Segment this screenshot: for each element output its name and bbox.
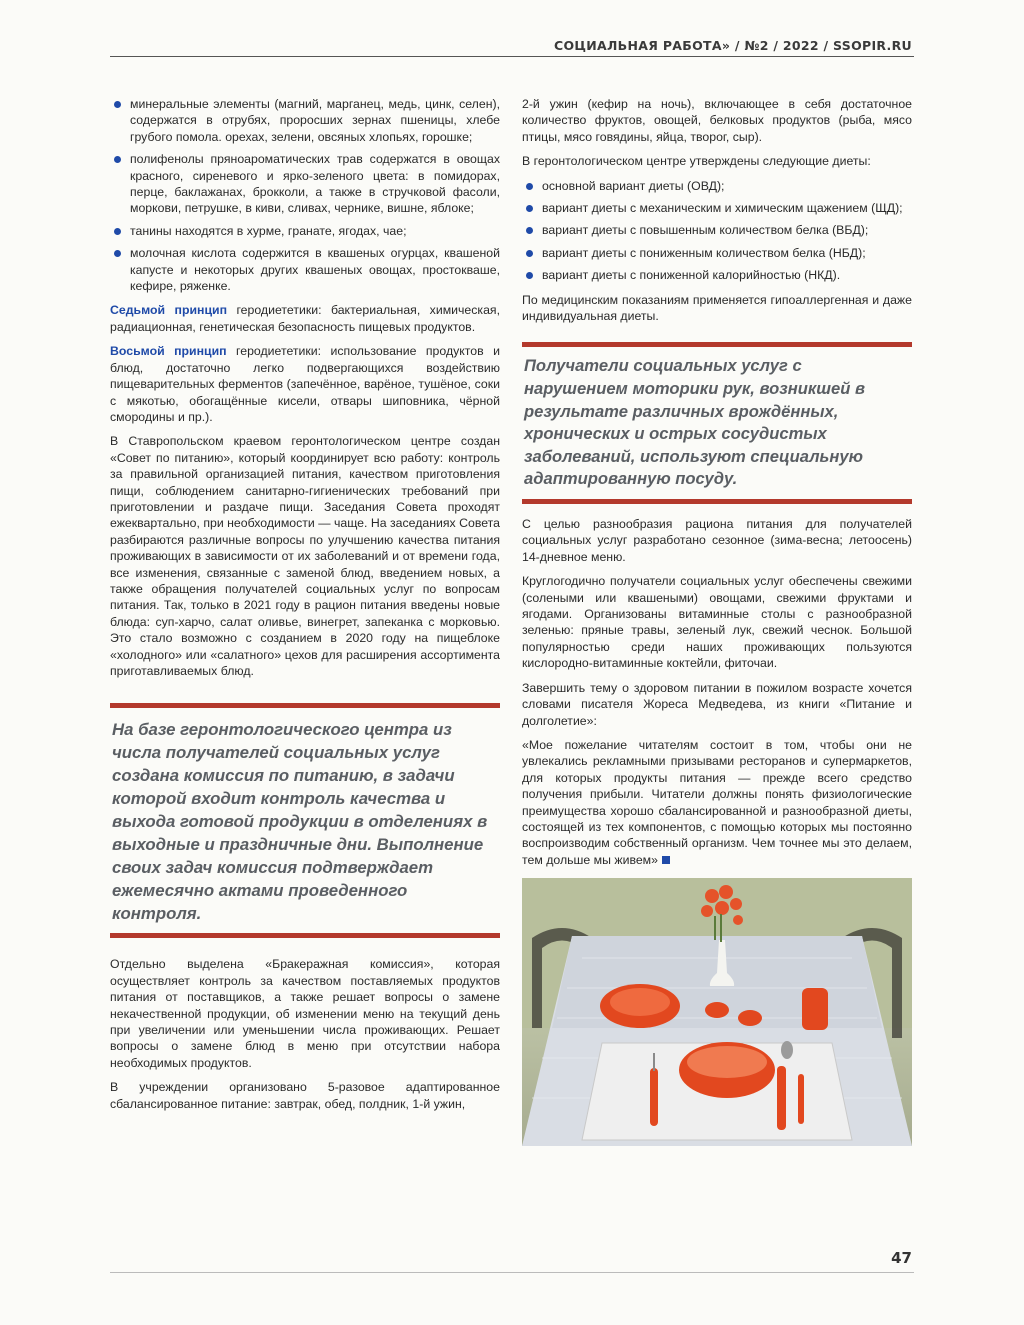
bullet-icon	[526, 250, 533, 257]
paragraph-meals: В учреждении организовано 5-разовое адаптированное сбалансированное питание: завтрак, обед, полдник, 1-й ужин,	[110, 1080, 500, 1111]
bullet-icon	[526, 227, 533, 234]
paragraph-diets-intro: В геронтологическом центре утверждены следующие диеты:	[522, 154, 871, 169]
list-item: вариант диеты с пониженной калорийностью (НКД).	[522, 267, 912, 283]
principle-eight-lead: Восьмой принцип	[110, 344, 227, 359]
page-number: 47	[891, 1249, 912, 1267]
right-column	[522, 96, 912, 1146]
page-header: СОЦИАЛЬНАЯ РАБОТА» / №2 / 2022 / SSOPIR.RU	[553, 38, 912, 53]
bullet-icon	[114, 101, 121, 108]
bullet-icon	[114, 250, 121, 257]
paragraph-medical: По медицинским показаниям применяется гипоаллергенная и даже индивидуальная диеты.	[522, 292, 912, 324]
principle-seven-lead: Седьмой принцип	[110, 303, 228, 318]
list-item: минеральные элементы (магний, марганец, медь, цинк, селен), содержатся в отрубях, проросших зернах пшеницы, хлебе грубого помола. орехах, зелени, овсяных хлопьях, горошке;	[110, 96, 500, 145]
bullet-icon	[114, 228, 121, 235]
left-column	[110, 96, 500, 1120]
header-rule	[110, 56, 914, 57]
nutrient-list	[110, 96, 500, 294]
bullet-icon	[526, 205, 533, 212]
pull-quote-commission: На базе геронтологического центра из числа получателей социальных услуг создана комиссия по питанию, в задачи которой входит контроль качества и выхода готовой продукции в отделениях в выходные и праздничные дни. Выполнение своих задач комиссия подтверждает ежемесячно актами проведенного контроля.	[110, 703, 500, 938]
footer-rule	[110, 1272, 914, 1273]
list-item: вариант диеты с механическим и химическим щажением (ЩД);	[522, 200, 912, 216]
paragraph-conclusion: Завершить тему о здоровом питании в пожилом возрасте хочется словами писателя Жореса Медведева, из книги «Питание и долголетие»:	[522, 680, 912, 728]
bullet-icon	[526, 272, 533, 279]
bullet-icon	[114, 156, 121, 163]
principle-eight: Восьмой принцип геродиететики: использование продуктов и блюд, достаточно легко подвергающихся воздействию пищеварительных ферментов (запечённое, варёное, тушёное, соки с мякотью, обогащённые кисели, отвары шиповника, чёрной смородины и пр.).	[110, 344, 500, 424]
bullet-icon	[526, 183, 533, 190]
paragraph-council: В Ставропольском краевом геронтологическом центре создан «Совет по питанию», который координирует всю работу: контроль за правильной организацией питания, качеством приготовления пищи, соблюдением санитарно-гигиенических требований при приготовлении и раздаче пищи. Заседания Совета проходят ежеквартально, при необходимости — чаще. На заседаниях Совета разбираются различные вопросы по улучшению качества питания проживающих в зависимости от их заболеваний и от времени года, все изменения, связанные с заменой блюд, введением новых, а также обращения получателей социальных услуг по вопросам питания. Так, только в 2021 году в рацион питания введены новые блюда: суп-харчо, салат оливье, винегрет, запеканка с морковью. Это стало возможно с созданием в 2020 году на пищеблоке «холодного» или «салатного» цехов для расширения ассортимента приготавливаемых блюд.	[110, 434, 500, 678]
list-item: молочная кислота содержится в квашеных огурцах, квашеной капусте и некоторых других квашеных овощах, простокваше, кефире, ряженке.	[110, 245, 500, 294]
principle-seven: Седьмой принцип геродиететики: бактериальная, химическая, радиационная, генетическая безопасность пищевых продуктов.	[110, 303, 500, 334]
list-item: танины находятся в хурме, гранате, ягодах, чае;	[110, 223, 500, 239]
tableware-photo	[522, 878, 912, 1146]
tableware-photo-illustration	[522, 878, 912, 1146]
paragraph-commission: Отдельно выделена «Бракеражная комиссия», которая осуществляет контроль за качеством поставляемых продуктов питания от поставщиков, а также решает вопросы о замене некачественной продукции, об изменении меню на текущий день при увеличении или уменьшении числа проживающих. Решает вопросы о замене блюд в меню при отсутствии набора необходимых продуктов.	[110, 957, 500, 1070]
pull-quote-tableware: Получатели социальных услуг с нарушением моторики рук, возникшей в результате различных врождённых, хронических и острых сосудистых заболеваний, используют специальную адаптированную посуду.	[522, 342, 912, 504]
paragraph-menu: С целью разнообразия рациона питания для получателей социальных услуг разработано сезонное (зима-весна; летоосень) 14-дневное меню.	[522, 517, 912, 564]
quote-medvedev: «Мое пожелание читателям состоит в том, чтобы они не увлекались рекламными призывами ресторанов и супермаркетов, для которых продукты питания — прежде всего средство получения прибыли. Читатели должны понять физиологические преимущества хорошо сбалансированной и разнообразной диеты, состоящей из тех компонентов, с помощью которых мы постоянно воспроизводим собственный организм. Чем точнее мы это делаем, тем дольше мы живем»	[522, 737, 912, 867]
list-item: вариант диеты с повышенным количеством белка (ВБД);	[522, 222, 912, 238]
diet-list	[522, 178, 912, 284]
paragraph-vegetables: Круглогодично получатели социальных услуг обеспечены свежими (солеными или квашеными) овощами, свежими фруктами и ягодами. Организованы витаминные столы с разнообразной зеленью: пряные травы, зеленый лук, свежий чеснок. Большой популярностью среди наших проживающих пользуются кислородно-витаминные коктейли, фиточаи.	[522, 574, 912, 671]
list-item: полифенолы пряноароматических трав содержатся в овощах красного, сиреневого и ярко-зеленого цвета: в помидорах, перце, баклажанах, брокколи, а также в стручковой фасоли, моркови, петрушке, в киви, сливах, чернике, вишне, яблоке;	[110, 151, 500, 217]
list-item: вариант диеты с пониженным количеством белка (НБД);	[522, 245, 912, 261]
paragraph-continue: 2-й ужин (кефир на ночь), включающее в себя достаточное количество фруктов, овощей, белковых продуктов (рыба, мясо птицы, мясо говядины, яйца, творог, сыр).	[522, 97, 912, 144]
list-item: основной вариант диеты (ОВД);	[522, 178, 912, 194]
end-of-article-icon	[662, 856, 670, 864]
